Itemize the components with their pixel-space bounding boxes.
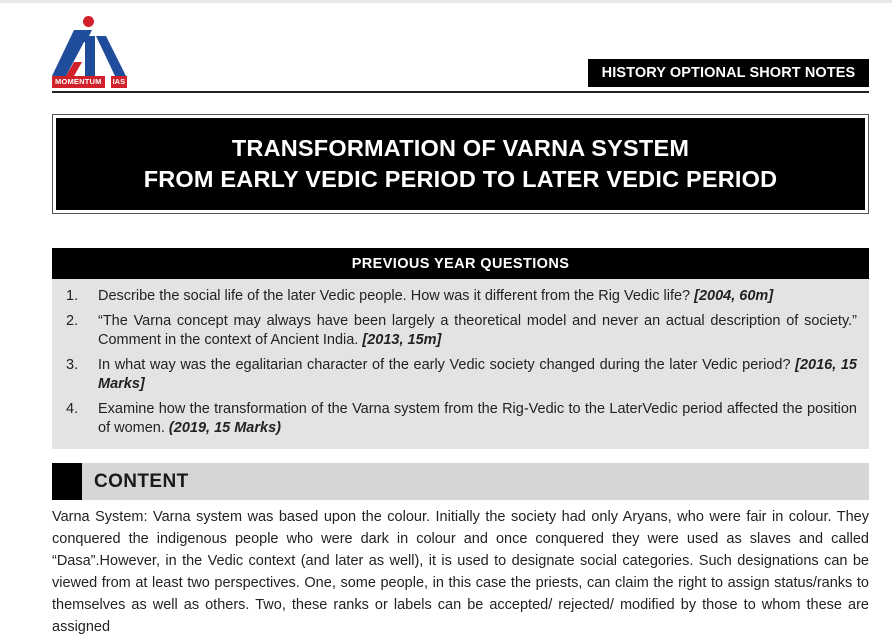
top-divider: [0, 0, 892, 3]
list-item-text: [98, 400, 857, 439]
list-item-number: 1.: [66, 288, 79, 304]
question-marks: [2013, 15m]: [362, 332, 442, 348]
content-paragraph: Varna System: Varna system was based upon the colour. Initially the society had only Aryans, who were fair in colour. They conquered the indigenous people who were dark in colour and once conquered they were used as slaves and called “Dasa”.However, in the Vedic context (and later as well), it is used to designate social categories. Such designations can be viewed from at least two perspectives. One, some people, in this case the priests, can claim the right to assign status/ranks to themselves as well as others. Two, these ranks or labels can be accepted/ rejected/ modified by those to whom these are assigned: [52, 509, 869, 635]
question-marks: [2004, 60m]: [694, 288, 774, 304]
series-label: HISTORY OPTIONAL SHORT NOTES: [588, 59, 869, 87]
title-line-2: FROM EARLY VEDIC PERIOD TO LATER VEDIC PERIOD: [143, 166, 778, 192]
list-item-text: [98, 312, 857, 351]
list-item: [66, 287, 857, 307]
list-item-number: 3.: [66, 356, 79, 373]
question-text: In what way was the egalitarian character of the early Vedic society changed during the later Vedic period?: [98, 356, 796, 373]
list-item-text: [98, 287, 857, 307]
list-item-text: [98, 356, 857, 395]
page-title: [56, 118, 865, 210]
title-frame: [52, 114, 869, 214]
logo-brand-text: MOMENTUM: [52, 76, 105, 88]
list-item-number: 2.: [66, 312, 79, 329]
section-marker: [52, 463, 82, 500]
list-item: [66, 400, 857, 439]
content-section-header: [52, 463, 869, 500]
question-text: Examine how the transformation of the Varna system from the Rig-Vedic to the LaterVedic period affected the position of women.: [98, 400, 857, 436]
pyq-heading: PREVIOUS YEAR QUESTIONS: [52, 248, 869, 279]
question-text: Describe the social life of the later Vedic people. How was it different from the Rig Vedic life?: [98, 288, 695, 304]
pyq-list: [52, 279, 869, 449]
question-marks: [2016, 15 Marks]: [98, 356, 857, 392]
list-item: [66, 312, 857, 351]
list-item: [66, 356, 857, 395]
logo-brand-suffix: IAS: [112, 77, 126, 86]
list-item-number: 4.: [66, 400, 79, 417]
logo-mark-icon: [52, 22, 132, 78]
header-divider: [52, 91, 869, 93]
content-heading: CONTENT: [94, 470, 189, 492]
title-line-1: TRANSFORMATION OF VARNA SYSTEM: [231, 135, 690, 161]
momentum-ias-logo: [52, 14, 132, 90]
question-marks: (2019, 15 Marks): [168, 420, 281, 436]
question-text: “The Varna concept may always have been largely a theoretical model and never an actual description of society.” Comment in the context of Ancient India.: [98, 312, 857, 348]
